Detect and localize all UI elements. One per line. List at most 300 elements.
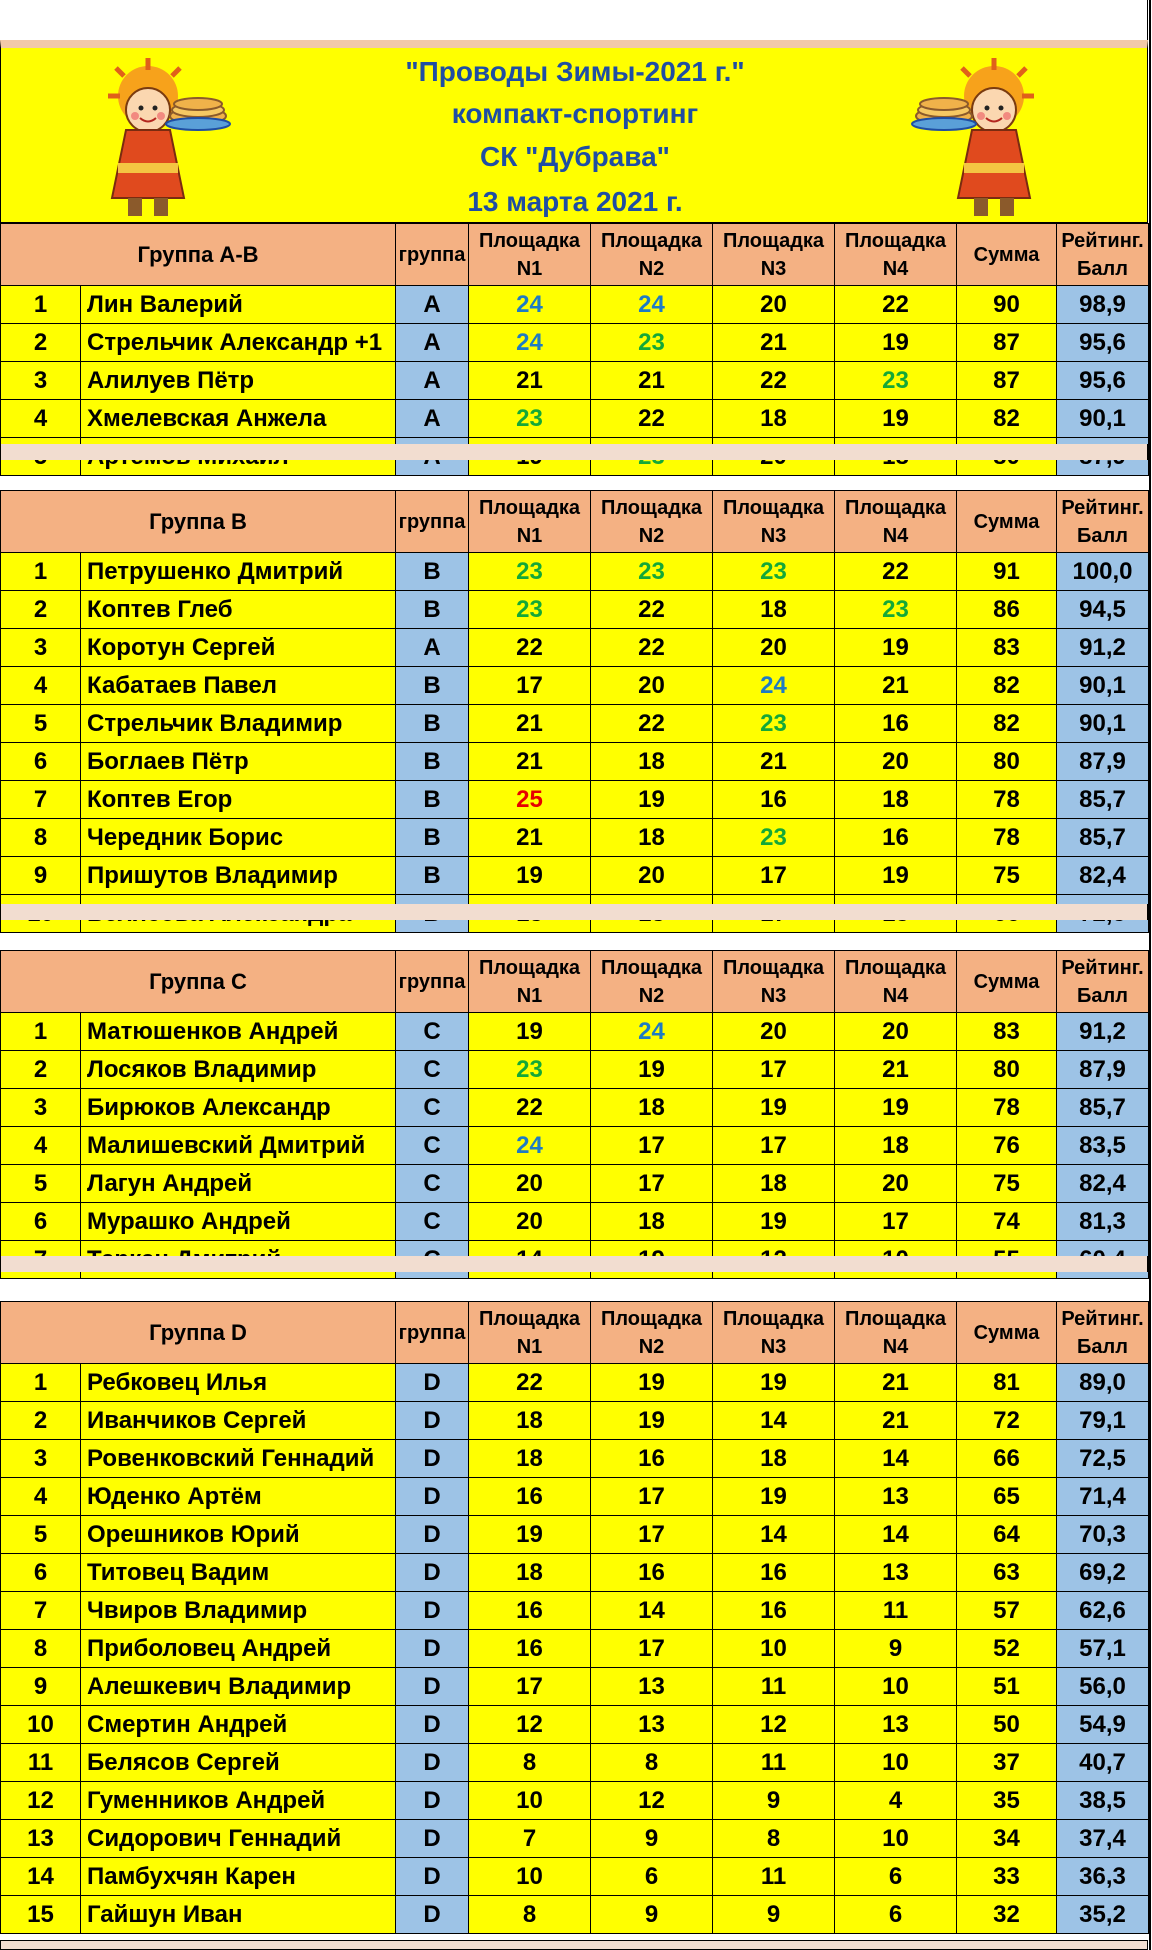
station-4-score: 18 — [835, 1127, 957, 1165]
shooter-group: B — [396, 781, 469, 819]
shooter-name: Коптев Егор — [81, 781, 396, 819]
station-3-score: 9 — [713, 1782, 835, 1820]
shooter-name: Белясов Сергей — [81, 1744, 396, 1782]
rating-score: 71,4 — [1057, 1478, 1149, 1516]
station-1-score: 23 — [469, 553, 591, 591]
shooter-group: B — [396, 819, 469, 857]
shooter-name: Боглаев Пётр — [81, 743, 396, 781]
station-3-score: 23 — [713, 819, 835, 857]
rating-header — [1057, 491, 1149, 553]
table-row — [1, 705, 1149, 743]
station-1-score: 18 — [469, 1554, 591, 1592]
rating-score: 83,5 — [1057, 1127, 1149, 1165]
results-table-group-1 — [0, 223, 1149, 476]
station-1-score: 24 — [469, 324, 591, 362]
place: 7 — [1, 781, 81, 819]
shooter-name: Лин Валерий — [81, 286, 396, 324]
shooter-name: Юденко Артём — [81, 1478, 396, 1516]
station-2-score: 12 — [591, 1782, 713, 1820]
station-2-score: 22 — [591, 591, 713, 629]
place: 8 — [1, 819, 81, 857]
rating-score: 94,5 — [1057, 591, 1149, 629]
station-3-score: 14 — [713, 1516, 835, 1554]
rating-score: 90,1 — [1057, 400, 1149, 438]
table-row — [1, 743, 1149, 781]
station-3-score: 24 — [713, 667, 835, 705]
total-score: 82 — [957, 667, 1057, 705]
station-3-score: 19 — [713, 1478, 835, 1516]
group-column-header: группа — [396, 951, 469, 1013]
station-4-score: 14 — [835, 1516, 957, 1554]
station-4-score: 19 — [835, 629, 957, 667]
station-4-score: 13 — [835, 1478, 957, 1516]
station-4-score: 10 — [835, 1668, 957, 1706]
total-score: 75 — [957, 857, 1057, 895]
station-3-score: 16 — [713, 781, 835, 819]
shooter-group: B — [396, 553, 469, 591]
total-score: 78 — [957, 819, 1057, 857]
shooter-name: Коротун Сергей — [81, 629, 396, 667]
station-2-header — [591, 491, 713, 553]
station-1-score: 21 — [469, 362, 591, 400]
event-date: 13 марта 2021 г. — [467, 186, 683, 217]
shooter-name: Бирюков Александр — [81, 1089, 396, 1127]
shooter-name: Титовец Вадим — [81, 1554, 396, 1592]
station-4-header — [835, 1302, 957, 1364]
station-number: N1 — [516, 984, 543, 1007]
rating-score: 62,6 — [1057, 1592, 1149, 1630]
shooter-name: Алилуев Пётр — [81, 362, 396, 400]
station-label: Площадка — [844, 229, 947, 252]
rating-score: 81,3 — [1057, 1203, 1149, 1241]
table-row — [1, 553, 1149, 591]
station-4-score: 23 — [835, 362, 957, 400]
place: 12 — [1, 1782, 81, 1820]
table-row — [1, 1013, 1149, 1051]
place: 2 — [1, 591, 81, 629]
station-3-header — [713, 224, 835, 286]
station-4-score: 21 — [835, 1402, 957, 1440]
station-4-score: 23 — [835, 591, 957, 629]
table-row — [1, 1630, 1149, 1668]
station-3-score: 22 — [713, 362, 835, 400]
station-number: N2 — [638, 1335, 665, 1358]
event-title: "Проводы Зимы-2021 г." — [405, 56, 745, 87]
shooter-name: Мурашко Андрей — [81, 1203, 396, 1241]
station-1-score: 17 — [469, 1668, 591, 1706]
station-4-score: 18 — [835, 781, 957, 819]
station-3-score: 19 — [713, 1364, 835, 1402]
table-row — [1, 1440, 1149, 1478]
station-4-score: 16 — [835, 705, 957, 743]
table-row — [1, 857, 1149, 895]
rating-score: 98,9 — [1057, 286, 1149, 324]
station-1-score: 21 — [469, 819, 591, 857]
station-3-score: 20 — [713, 1013, 835, 1051]
station-2-score: 19 — [591, 781, 713, 819]
total-score: 65 — [957, 1478, 1057, 1516]
station-1-score: 19 — [469, 1013, 591, 1051]
rating-score: 35,2 — [1057, 1896, 1149, 1934]
table-row — [1, 1744, 1149, 1782]
table-row — [1, 1858, 1149, 1896]
station-number: N2 — [638, 984, 665, 1007]
rating-score: 70,3 — [1057, 1516, 1149, 1554]
place: 6 — [1, 1554, 81, 1592]
rating-label: Рейтинг. — [1061, 1307, 1144, 1330]
station-3-score: 21 — [713, 324, 835, 362]
station-1-score: 16 — [469, 1478, 591, 1516]
table-header-row — [1, 951, 1149, 1013]
station-2-score: 22 — [591, 629, 713, 667]
rating-score: 90,1 — [1057, 667, 1149, 705]
station-3-score: 12 — [713, 1706, 835, 1744]
station-2-score: 24 — [591, 1013, 713, 1051]
station-2-score: 9 — [591, 1896, 713, 1934]
station-3-score: 11 — [713, 1744, 835, 1782]
rating-unit: Балл — [1077, 984, 1128, 1007]
station-2-score: 23 — [591, 553, 713, 591]
place: 2 — [1, 1402, 81, 1440]
shooter-group: D — [396, 1706, 469, 1744]
station-4-header — [835, 224, 957, 286]
total-score: 33 — [957, 1858, 1057, 1896]
shooter-group: D — [396, 1896, 469, 1934]
place: 8 — [1, 1630, 81, 1668]
results-table-group-3 — [0, 950, 1149, 1279]
station-label: Площадка — [722, 956, 825, 979]
group-title: Группа D — [1, 1302, 396, 1364]
table-row — [1, 1165, 1149, 1203]
station-3-score: 11 — [713, 1668, 835, 1706]
station-4-score: 13 — [835, 1706, 957, 1744]
station-4-score: 13 — [835, 1554, 957, 1592]
table-row — [1, 1051, 1149, 1089]
station-4-score: 21 — [835, 667, 957, 705]
table-row — [1, 1554, 1149, 1592]
station-1-score: 20 — [469, 1165, 591, 1203]
station-3-header — [713, 491, 835, 553]
rating-score: 95,6 — [1057, 324, 1149, 362]
station-1-score: 8 — [469, 1744, 591, 1782]
shooter-group: D — [396, 1440, 469, 1478]
rating-score: 85,7 — [1057, 819, 1149, 857]
station-2-score: 22 — [591, 705, 713, 743]
station-2-score: 20 — [591, 857, 713, 895]
station-number: N1 — [516, 1335, 543, 1358]
results-table-group-4 — [0, 1301, 1149, 1934]
event-club: СК "Дубрава" — [480, 141, 670, 172]
table-header-row — [1, 491, 1149, 553]
station-4-score: 11 — [835, 1592, 957, 1630]
total-score: 91 — [957, 553, 1057, 591]
rating-score: 85,7 — [1057, 1089, 1149, 1127]
station-2-score: 23 — [591, 324, 713, 362]
shooter-name: Гайшун Иван — [81, 1896, 396, 1934]
event-header — [0, 40, 1148, 223]
shooter-group: D — [396, 1516, 469, 1554]
station-3-score: 17 — [713, 857, 835, 895]
station-2-score: 16 — [591, 1440, 713, 1478]
rating-score: 90,1 — [1057, 705, 1149, 743]
sum-header: Сумма — [957, 951, 1057, 1013]
shooter-group: D — [396, 1592, 469, 1630]
table-row — [1, 1896, 1149, 1934]
station-3-score: 23 — [713, 705, 835, 743]
station-number: N4 — [882, 257, 909, 280]
station-3-header — [713, 1302, 835, 1364]
total-score: 32 — [957, 1896, 1057, 1934]
station-4-header — [835, 951, 957, 1013]
shooter-group: A — [396, 362, 469, 400]
station-1-score: 22 — [469, 1089, 591, 1127]
total-score: 83 — [957, 1013, 1057, 1051]
total-score: 37 — [957, 1744, 1057, 1782]
place: 11 — [1, 1744, 81, 1782]
place: 5 — [1, 1165, 81, 1203]
station-number: N4 — [882, 1335, 909, 1358]
table-row — [1, 1820, 1149, 1858]
station-4-score: 10 — [835, 1744, 957, 1782]
rating-label: Рейтинг. — [1061, 496, 1144, 519]
table-row — [1, 1203, 1149, 1241]
station-2-score: 20 — [591, 667, 713, 705]
shooter-name: Матюшенков Андрей — [81, 1013, 396, 1051]
station-1-score: 23 — [469, 400, 591, 438]
group-title: Группа А-В — [1, 224, 396, 286]
total-score: 78 — [957, 781, 1057, 819]
shooter-group: B — [396, 743, 469, 781]
station-1-score: 16 — [469, 1592, 591, 1630]
station-label: Площадка — [600, 229, 703, 252]
rating-score: 82,4 — [1057, 1165, 1149, 1203]
shooter-group: A — [396, 400, 469, 438]
place: 3 — [1, 1089, 81, 1127]
place: 3 — [1, 1440, 81, 1478]
shooter-group: B — [396, 705, 469, 743]
total-score: 82 — [957, 400, 1057, 438]
station-2-header — [591, 951, 713, 1013]
station-2-score: 14 — [591, 1592, 713, 1630]
station-2-header — [591, 224, 713, 286]
rating-header — [1057, 1302, 1149, 1364]
rating-score: 69,2 — [1057, 1554, 1149, 1592]
station-1-score: 19 — [469, 1516, 591, 1554]
place: 7 — [1, 1592, 81, 1630]
rating-score: 79,1 — [1057, 1402, 1149, 1440]
shooter-name: Стрельчик Владимир — [81, 705, 396, 743]
station-3-score: 23 — [713, 553, 835, 591]
shooter-group: D — [396, 1668, 469, 1706]
station-2-score: 17 — [591, 1478, 713, 1516]
station-1-score: 23 — [469, 591, 591, 629]
shooter-name: Смертин Андрей — [81, 1706, 396, 1744]
station-number: N1 — [516, 524, 543, 547]
total-score: 80 — [957, 1051, 1057, 1089]
group-title: Группа С — [1, 951, 396, 1013]
shooter-name: Малишевский Дмитрий — [81, 1127, 396, 1165]
station-1-score: 10 — [469, 1782, 591, 1820]
station-1-score: 20 — [469, 1203, 591, 1241]
station-number: N1 — [516, 257, 543, 280]
station-4-score: 20 — [835, 743, 957, 781]
rating-score: 91,2 — [1057, 1013, 1149, 1051]
place: 4 — [1, 667, 81, 705]
shooter-group: C — [396, 1203, 469, 1241]
table-row — [1, 667, 1149, 705]
group-column-header: группа — [396, 1302, 469, 1364]
station-2-score: 18 — [591, 819, 713, 857]
total-score: 72 — [957, 1402, 1057, 1440]
total-score: 64 — [957, 1516, 1057, 1554]
table-row — [1, 324, 1149, 362]
station-1-score: 22 — [469, 629, 591, 667]
table-row — [1, 400, 1149, 438]
place: 4 — [1, 1127, 81, 1165]
shooter-name: Алешкевич Владимир — [81, 1668, 396, 1706]
shooter-group: D — [396, 1820, 469, 1858]
station-3-header — [713, 951, 835, 1013]
rating-score: 37,4 — [1057, 1820, 1149, 1858]
station-label: Площадка — [722, 229, 825, 252]
station-3-score: 8 — [713, 1820, 835, 1858]
station-number: N2 — [638, 257, 665, 280]
total-score: 76 — [957, 1127, 1057, 1165]
rating-score: 40,7 — [1057, 1744, 1149, 1782]
place: 3 — [1, 629, 81, 667]
station-3-score: 20 — [713, 286, 835, 324]
station-4-score: 19 — [835, 1089, 957, 1127]
place: 5 — [1, 705, 81, 743]
shooter-name: Кабатаев Павел — [81, 667, 396, 705]
shooter-name: Коптев Глеб — [81, 591, 396, 629]
shooter-name: Пришутов Владимир — [81, 857, 396, 895]
group-separator — [0, 904, 1148, 920]
station-2-score: 13 — [591, 1706, 713, 1744]
total-score: 83 — [957, 629, 1057, 667]
total-score: 66 — [957, 1440, 1057, 1478]
rating-score: 82,4 — [1057, 857, 1149, 895]
station-4-score: 14 — [835, 1440, 957, 1478]
station-number: N2 — [638, 524, 665, 547]
station-4-score: 19 — [835, 324, 957, 362]
station-4-score: 6 — [835, 1858, 957, 1896]
rating-label: Рейтинг. — [1061, 229, 1144, 252]
shooter-group: D — [396, 1364, 469, 1402]
station-1-score: 24 — [469, 1127, 591, 1165]
station-4-score: 21 — [835, 1364, 957, 1402]
place: 1 — [1, 553, 81, 591]
station-4-score: 17 — [835, 1203, 957, 1241]
results-table-group-2 — [0, 490, 1149, 933]
station-2-header — [591, 1302, 713, 1364]
station-1-score: 12 — [469, 1706, 591, 1744]
rating-header — [1057, 951, 1149, 1013]
shooter-name: Ребковец Илья — [81, 1364, 396, 1402]
shooter-group: D — [396, 1782, 469, 1820]
sum-header: Сумма — [957, 224, 1057, 286]
station-4-score: 22 — [835, 286, 957, 324]
shooter-name: Лосяков Владимир — [81, 1051, 396, 1089]
station-label: Площадка — [478, 1307, 581, 1330]
station-3-score: 21 — [713, 743, 835, 781]
total-score: 80 — [957, 743, 1057, 781]
rating-score: 87,9 — [1057, 743, 1149, 781]
station-label: Площадка — [600, 1307, 703, 1330]
station-number: N3 — [760, 984, 787, 1007]
shooter-group: D — [396, 1554, 469, 1592]
rating-score: 85,7 — [1057, 781, 1149, 819]
station-4-score: 16 — [835, 819, 957, 857]
station-1-score: 18 — [469, 1402, 591, 1440]
shooter-group: A — [396, 286, 469, 324]
bottom-strip — [0, 1940, 1148, 1950]
shooter-name: Петрушенко Дмитрий — [81, 553, 396, 591]
shooter-name: Ровенковский Геннадий — [81, 1440, 396, 1478]
station-2-score: 8 — [591, 1744, 713, 1782]
shooter-name: Гуменников Андрей — [81, 1782, 396, 1820]
station-number: N3 — [760, 1335, 787, 1358]
rating-score: 56,0 — [1057, 1668, 1149, 1706]
total-score: 86 — [957, 591, 1057, 629]
shooter-group: D — [396, 1630, 469, 1668]
station-2-score: 22 — [591, 400, 713, 438]
place: 4 — [1, 400, 81, 438]
shooter-name: Чередник Борис — [81, 819, 396, 857]
place: 14 — [1, 1858, 81, 1896]
station-1-score: 19 — [469, 857, 591, 895]
total-score: 35 — [957, 1782, 1057, 1820]
station-2-score: 19 — [591, 1402, 713, 1440]
total-score: 57 — [957, 1592, 1057, 1630]
shooter-group: B — [396, 667, 469, 705]
station-4-score: 10 — [835, 1820, 957, 1858]
rating-score: 95,6 — [1057, 362, 1149, 400]
shooter-group: C — [396, 1127, 469, 1165]
station-1-score: 7 — [469, 1820, 591, 1858]
rating-score: 38,5 — [1057, 1782, 1149, 1820]
station-3-score: 20 — [713, 629, 835, 667]
table-row — [1, 1127, 1149, 1165]
station-2-score: 17 — [591, 1516, 713, 1554]
table-header-row — [1, 1302, 1149, 1364]
table-row — [1, 1592, 1149, 1630]
shooter-name: Памбухчян Карен — [81, 1858, 396, 1896]
station-2-score: 21 — [591, 362, 713, 400]
group-separator — [0, 1256, 1148, 1272]
place: 3 — [1, 362, 81, 400]
total-score: 81 — [957, 1364, 1057, 1402]
shooter-group: D — [396, 1402, 469, 1440]
top-blank-strip — [0, 0, 1148, 40]
rating-score: 54,9 — [1057, 1706, 1149, 1744]
group-title: Группа В — [1, 491, 396, 553]
station-2-score: 9 — [591, 1820, 713, 1858]
shooter-group: D — [396, 1478, 469, 1516]
total-score: 90 — [957, 286, 1057, 324]
station-1-header — [469, 951, 591, 1013]
place: 4 — [1, 1478, 81, 1516]
station-number: N4 — [882, 524, 909, 547]
station-1-score: 16 — [469, 1630, 591, 1668]
place: 2 — [1, 324, 81, 362]
station-label: Площадка — [478, 496, 581, 519]
station-3-score: 19 — [713, 1203, 835, 1241]
station-label: Площадка — [722, 1307, 825, 1330]
station-number: N4 — [882, 984, 909, 1007]
rating-header — [1057, 224, 1149, 286]
station-1-header — [469, 491, 591, 553]
